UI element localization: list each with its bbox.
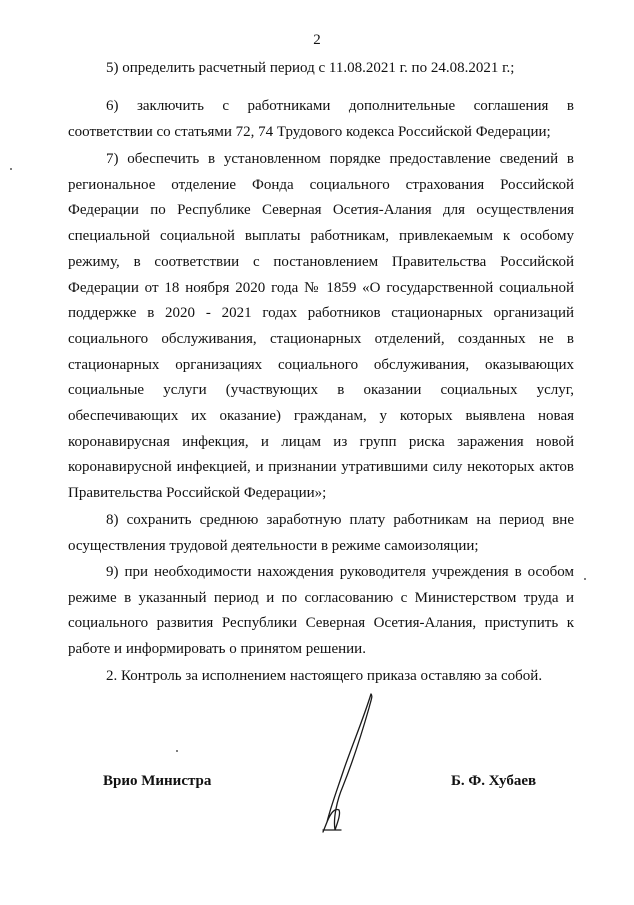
page-number: 2 [313, 32, 321, 48]
handwritten-signature [305, 690, 385, 835]
scan-speck [10, 168, 12, 170]
item-7: 7) обеспечить в установленном порядке предоставление сведений в региональное отделение Фонда социального страхования Российской Федерации по Республике Северная Осетия-Алания для осуществления специальной социальной выплаты работникам, привлекаемым к особому режиму, в соответствии с постановлением Правительства Российской Федерации от 18 ноября 2020 года № 1859 «О государственной социальной поддержке в 2020 - 2021 годах работников стационарных организаций социального обслуживания, стационарных отделений, созданных не в стационарных организациях социального обслуживания, оказывающих социальные услуги (участвующих в оказании социальных услуг, обеспечивающих их оказание) гражданам, у которых выявлена новая коронавирусная инфекция, и лицам из групп риска заражения новой коронавирусной инфекцией, и признании утратившими силу некоторых актов Правительства Российской Федерации»; [68, 151, 574, 502]
control-clause: 2. Контроль за исполнением настоящего приказа оставляю за собой. [106, 668, 543, 684]
signatory-position: Врио Министра [103, 773, 212, 789]
item-8: 8) сохранить среднюю заработную плату работникам на период вне осуществления трудовой деятельности в режиме самоизоляции; [68, 512, 574, 554]
item-6: 6) заключить с работниками дополнительные соглашения в соответствии со статьями 72, 74 Трудового кодекса Российской Федерации; [68, 98, 574, 140]
scan-speck [584, 578, 586, 580]
item-9: 9) при необходимости нахождения руководителя учреждения в особом режиме в указанный период и по согласованию с Министерством труда и социального развития Республики Северная Осетия-Алания, приступить к работе и информировать о принятом решении. [68, 564, 574, 658]
item-5: 5) определить расчетный период с 11.08.2021 г. по 24.08.2021 г.; [106, 60, 515, 76]
signatory-name: Б. Ф. Хубаев [451, 773, 537, 789]
scan-speck [176, 750, 178, 752]
